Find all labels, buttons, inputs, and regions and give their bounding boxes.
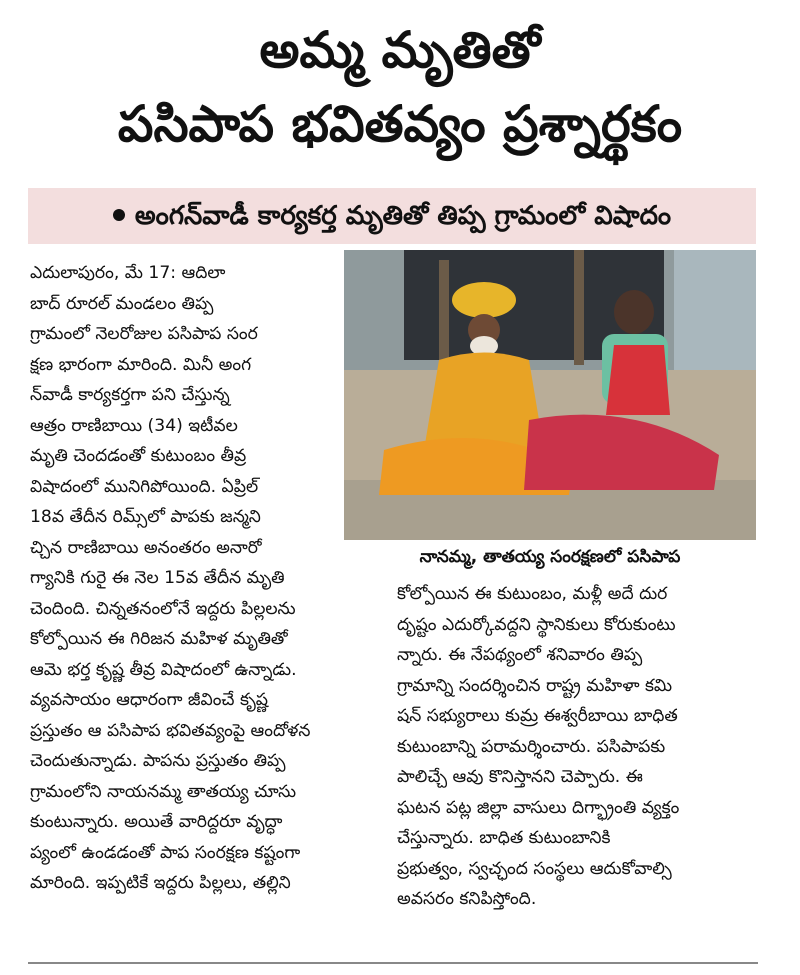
article-line: గ్యానికి గురై ఈ నెల 15వ తేదీన మృతి <box>30 568 285 588</box>
subheadline-text: అంగన్‌వాడీ కార్యకర్త మృతితో తిప్ప గ్రామంలో విషాదం <box>134 201 672 231</box>
subheadline <box>28 198 756 234</box>
article-line: ప్యంలో ఉండడంతో పాప సంరక్షణ కష్టంగా <box>30 842 301 863</box>
article-line: షన్ సభ్యురాలు కుమ్ర ఈశ్వరీబాయి బాధిత <box>397 706 678 726</box>
article-line: ఆమె భర్త కృష్ణ తీవ్ర విషాదంలో ఉన్నాడు. <box>30 659 297 680</box>
article-line: గ్రామంలోని నాయనమ్మ తాతయ్య చూసు <box>30 781 297 802</box>
article-line: ప్రభుత్వం, స్వచ్ఛంద సంస్థలు ఆదుకోవాల్సి <box>397 858 672 879</box>
article-line: క్షణ భారంగా మారింది. మినీ అంగ <box>30 354 252 375</box>
article-line: ఆత్రం రాణిబాయి (34) ఇటీవల <box>30 415 238 436</box>
article-line: చెందుతున్నాడు. పాపను ప్రస్తుతం తిప్ప <box>30 751 286 771</box>
article-line: కుటుంబాన్ని పరామర్శించారు. పసిపాపకు <box>397 736 666 757</box>
photo-illustration <box>344 250 756 540</box>
headline-line-1: అమ్మ మృతితో <box>259 21 541 79</box>
article-line: న్నారు. ఈ నేపథ్యంలో శనివారం తిప్ప <box>397 645 643 665</box>
article-line: దృష్టం ఎదుర్కోవద్దని స్థానికులు కోరుకుంటు <box>397 614 676 635</box>
bullet-icon <box>113 209 125 221</box>
subheadline-band <box>28 188 756 244</box>
article-line: మారింది. ఇప్పటికే ఇద్దరు పిల్లలు, తల్లిని <box>30 873 291 893</box>
article-line: మృతి చెందడంతో కుటుంబం తీవ్ర <box>30 446 247 466</box>
article-line: కోల్పోయిన ఈ కుటుంబం, మళ్లీ అదే దుర <box>397 584 668 604</box>
article-line: వ్యవసాయం ఆధారంగా జీవించే కృష్ణ <box>30 690 269 710</box>
article-column-left <box>30 258 380 899</box>
article-column-right <box>397 579 757 915</box>
article-line: ఎదులాపురం, మే 17: ఆదిలా <box>30 263 226 283</box>
article-line: చేస్తున్నారు. బాధిత కుటుంబానికి <box>397 828 611 848</box>
headline-line-2: పసిపాప భవితవ్యం ప్రశ్నార్థకం <box>117 95 683 153</box>
article-line: కుంటున్నారు. అయితే వారిద్దరూ వృద్ధా <box>30 812 283 832</box>
article-line: న్‌వాడీ కార్యకర్తగా పని చేస్తున్న <box>30 385 230 405</box>
article-line: బాద్ రూరల్ మండలం తిప్ప <box>30 293 214 314</box>
article-line: ప్రస్తుతం ఆ పసిపాప భవితవ్యంపై ఆందోళన <box>30 720 311 741</box>
article-line: 18వ తేదీన రిమ్స్‌లో పాపకు జన్మని <box>30 507 261 527</box>
article-line: గ్రామాన్ని సందర్శించిన రాష్ట్ర మహిళా కమి <box>397 675 673 696</box>
news-photo <box>344 250 756 540</box>
article-line: విషాదంలో మునిగిపోయింది. ఏప్రిల్ <box>30 476 259 497</box>
photo-caption: నానమ్మ, తాతయ్య సంరక్షణలో పసిపాప <box>419 547 681 567</box>
article-line: గ్రామంలో నెలరోజుల పసిపాప సంర <box>30 324 258 344</box>
article-line: చ్చిన రాణిబాయి అనంతరం అనారో <box>30 537 262 558</box>
article-line: పాలిచ్చే ఆవు కొనిస్తానని చెప్పారు. ఈ <box>397 767 643 787</box>
article-line: చెందింది. చిన్నతనంలోనే ఇద్దరు పిల్లలను <box>30 598 296 619</box>
article-line: కోల్పోయిన ఈ గిరిజన మహిళ మృతితో <box>30 629 288 649</box>
bottom-divider <box>28 962 758 964</box>
article-line: ఘటన పట్ల జిల్లా వాసులు దిగ్భ్రాంతి వ్యక్తం <box>397 797 680 818</box>
article-line: అవసరం కనిపిస్తోంది. <box>397 889 537 909</box>
